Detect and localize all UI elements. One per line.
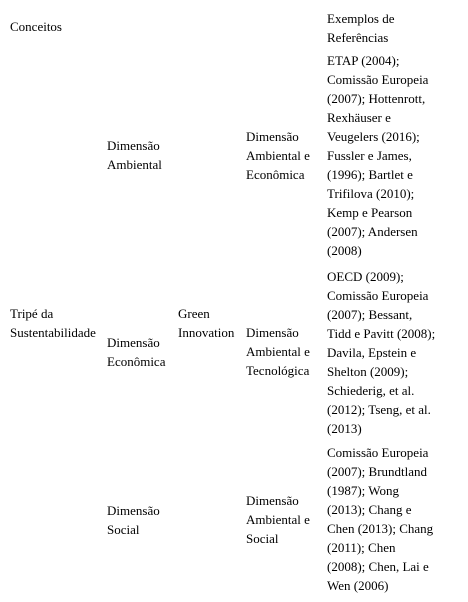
dimension-line: Econômica: [107, 354, 166, 369]
reference-line: Schiederig, et al.: [327, 383, 415, 398]
reference-line: (2007); Bessant,: [327, 307, 413, 322]
subdimension-line: Ambiental e: [246, 512, 310, 527]
reference-line: Chen (2013); Chang: [327, 521, 434, 536]
subdimension-line: Tecnológica: [246, 363, 310, 378]
dimension-line: Dimensão: [107, 138, 160, 153]
subdimension-line: Ambiental e: [246, 148, 310, 163]
subdimension-ambiental-tecnologica: [246, 323, 310, 380]
dimension-line: Social: [107, 522, 140, 537]
dimension-ambiental: [107, 136, 162, 174]
reference-line: Tidd e Pavitt (2008);: [327, 326, 436, 341]
reference-line: Comissão Europeia: [327, 288, 429, 303]
dimension-line: Ambiental: [107, 157, 162, 172]
header-references-line: Referências: [327, 30, 389, 45]
reference-line: Fussler e James,: [327, 148, 412, 163]
subdimension-line: Dimensão: [246, 493, 299, 508]
reference-line: Kemp e Pearson: [327, 205, 413, 220]
reference-line: Trifilova (2010);: [327, 186, 415, 201]
reference-line: (2007); Hottenrott,: [327, 91, 426, 106]
header-references: [327, 9, 395, 47]
green-line: Green: [178, 306, 210, 321]
reference-line: OECD (2009);: [327, 269, 404, 284]
reference-line: Rexhäuser e: [327, 110, 391, 125]
reference-line: (1987); Wong: [327, 483, 400, 498]
reference-line: ETAP (2004);: [327, 53, 400, 68]
subdimension-line: Econômica: [246, 167, 305, 182]
header-concepts: [10, 17, 62, 36]
header-concepts-text: Conceitos: [10, 19, 62, 34]
dimension-line: Dimensão: [107, 503, 160, 518]
green-innovation-cell: [178, 304, 234, 342]
reference-line: (2007); Brundtland: [327, 464, 428, 479]
reference-line: (2008); Chen, Lai e: [327, 559, 429, 574]
reference-line: Comissão Europeia: [327, 445, 429, 460]
reference-line: Comissão Europeia: [327, 72, 429, 87]
references-group-3: [327, 443, 433, 595]
reference-line: Davila, Epstein e: [327, 345, 417, 360]
subdimension-line: Ambiental e: [246, 344, 310, 359]
concept-line: Sustentabilidade: [10, 325, 96, 340]
reference-line: (2013): [327, 421, 362, 436]
subdimension-line: Social: [246, 531, 279, 546]
subdimension-line: Dimensão: [246, 325, 299, 340]
green-line: Innovation: [178, 325, 235, 340]
dimension-social: [107, 501, 160, 539]
subdimension-ambiental-economica: [246, 127, 310, 184]
concept-line: Tripé da: [10, 306, 54, 321]
reference-line: Wen (2006): [327, 578, 389, 593]
subdimension-line: Dimensão: [246, 129, 299, 144]
reference-line: (2012); Tseng, et al.: [327, 402, 431, 417]
reference-line: (2013); Chang e: [327, 502, 412, 517]
references-group-1: [327, 51, 428, 260]
concept-cell: [10, 304, 96, 342]
reference-line: (2011); Chen: [327, 540, 396, 555]
reference-line: Shelton (2009);: [327, 364, 409, 379]
subdimension-ambiental-social: [246, 491, 310, 548]
header-references-line: Exemplos de: [327, 11, 395, 26]
dimension-line: Dimensão: [107, 335, 160, 350]
reference-line: (2008): [327, 243, 362, 258]
references-group-2: [327, 267, 435, 438]
reference-line: Veugelers (2016);: [327, 129, 420, 144]
dimension-economica: [107, 333, 165, 371]
reference-line: (2007); Andersen: [327, 224, 418, 239]
reference-line: (1996); Bartlet e: [327, 167, 413, 182]
